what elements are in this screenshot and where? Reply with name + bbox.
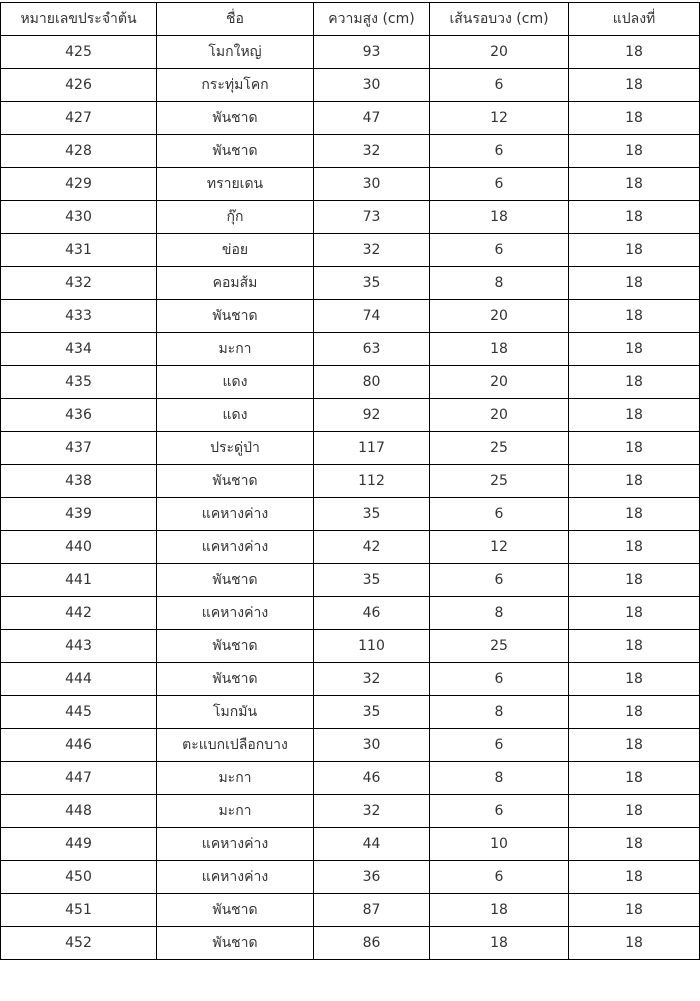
cell-circumference: 18 [430,927,569,960]
cell-plot: 18 [569,795,700,828]
cell-name: ทรายเดน [157,168,314,201]
cell-plot: 18 [569,234,700,267]
cell-tree-number: 451 [1,894,157,927]
cell-tree-number: 449 [1,828,157,861]
cell-name: โมกมัน [157,696,314,729]
header-plot: แปลงที่ [569,3,700,36]
tree-data-table [0,2,700,960]
cell-height: 46 [314,762,430,795]
cell-tree-number: 444 [1,663,157,696]
cell-plot: 18 [569,201,700,234]
cell-height: 32 [314,135,430,168]
cell-name: มะกา [157,333,314,366]
cell-plot: 18 [569,498,700,531]
cell-name: พันชาด [157,630,314,663]
cell-circumference: 25 [430,465,569,498]
cell-plot: 18 [569,663,700,696]
cell-circumference: 6 [430,663,569,696]
cell-plot: 18 [569,267,700,300]
table-row [1,69,700,102]
cell-circumference: 12 [430,531,569,564]
cell-circumference: 8 [430,762,569,795]
cell-tree-number: 452 [1,927,157,960]
cell-tree-number: 431 [1,234,157,267]
cell-height: 35 [314,696,430,729]
cell-height: 32 [314,234,430,267]
cell-height: 47 [314,102,430,135]
cell-circumference: 6 [430,135,569,168]
cell-plot: 18 [569,36,700,69]
cell-circumference: 6 [430,168,569,201]
cell-height: 35 [314,267,430,300]
cell-circumference: 8 [430,696,569,729]
cell-plot: 18 [569,69,700,102]
cell-plot: 18 [569,828,700,861]
table-row [1,927,700,960]
cell-circumference: 20 [430,300,569,333]
table-row [1,663,700,696]
cell-plot: 18 [569,630,700,663]
cell-name: ประดู่ป่า [157,432,314,465]
header-tree-number: หมายเลขประจำต้น [1,3,157,36]
cell-tree-number: 442 [1,597,157,630]
cell-plot: 18 [569,894,700,927]
cell-tree-number: 438 [1,465,157,498]
cell-tree-number: 428 [1,135,157,168]
cell-circumference: 20 [430,399,569,432]
cell-tree-number: 426 [1,69,157,102]
table-row [1,366,700,399]
cell-tree-number: 437 [1,432,157,465]
cell-height: 86 [314,927,430,960]
cell-plot: 18 [569,597,700,630]
cell-tree-number: 427 [1,102,157,135]
table-row [1,102,700,135]
cell-height: 30 [314,168,430,201]
table-row [1,630,700,663]
cell-circumference: 18 [430,894,569,927]
cell-name: พันชาด [157,102,314,135]
cell-height: 74 [314,300,430,333]
table-row [1,828,700,861]
cell-circumference: 6 [430,795,569,828]
table-header-row [1,3,700,36]
cell-circumference: 6 [430,69,569,102]
cell-height: 44 [314,828,430,861]
cell-name: คอมส้ม [157,267,314,300]
cell-tree-number: 434 [1,333,157,366]
cell-tree-number: 436 [1,399,157,432]
cell-height: 73 [314,201,430,234]
cell-plot: 18 [569,432,700,465]
cell-tree-number: 433 [1,300,157,333]
cell-name: แดง [157,399,314,432]
cell-name: แคหางค่าง [157,498,314,531]
cell-name: แคหางค่าง [157,597,314,630]
cell-name: พันชาด [157,135,314,168]
cell-name: แดง [157,366,314,399]
cell-height: 87 [314,894,430,927]
table-row [1,333,700,366]
cell-tree-number: 450 [1,861,157,894]
cell-plot: 18 [569,927,700,960]
table-row [1,168,700,201]
cell-circumference: 25 [430,630,569,663]
cell-height: 32 [314,795,430,828]
table-row [1,795,700,828]
cell-circumference: 6 [430,564,569,597]
cell-height: 32 [314,663,430,696]
cell-plot: 18 [569,531,700,564]
cell-plot: 18 [569,762,700,795]
cell-name: พันชาด [157,927,314,960]
cell-tree-number: 441 [1,564,157,597]
cell-height: 117 [314,432,430,465]
cell-height: 30 [314,729,430,762]
table-row [1,597,700,630]
cell-plot: 18 [569,135,700,168]
cell-height: 30 [314,69,430,102]
cell-circumference: 18 [430,201,569,234]
cell-circumference: 8 [430,267,569,300]
cell-name: แคหางค่าง [157,861,314,894]
cell-height: 36 [314,861,430,894]
cell-tree-number: 439 [1,498,157,531]
cell-name: พันชาด [157,663,314,696]
cell-tree-number: 446 [1,729,157,762]
table-body [1,36,700,960]
table-row [1,498,700,531]
cell-height: 92 [314,399,430,432]
cell-circumference: 6 [430,861,569,894]
cell-tree-number: 425 [1,36,157,69]
cell-tree-number: 430 [1,201,157,234]
cell-tree-number: 432 [1,267,157,300]
cell-circumference: 20 [430,366,569,399]
cell-tree-number: 448 [1,795,157,828]
cell-name: แคหางค่าง [157,531,314,564]
cell-height: 42 [314,531,430,564]
table-row [1,201,700,234]
cell-circumference: 12 [430,102,569,135]
cell-name: พันชาด [157,564,314,597]
header-circumference: เส้นรอบวง (cm) [430,3,569,36]
cell-plot: 18 [569,168,700,201]
table-row [1,861,700,894]
table-row [1,531,700,564]
cell-name: พันชาด [157,300,314,333]
table-row [1,729,700,762]
cell-plot: 18 [569,300,700,333]
cell-name: กุ๊ก [157,201,314,234]
cell-plot: 18 [569,102,700,135]
cell-height: 110 [314,630,430,663]
cell-height: 46 [314,597,430,630]
table-row [1,234,700,267]
cell-name: โมกใหญ่ [157,36,314,69]
cell-tree-number: 443 [1,630,157,663]
cell-name: พันชาด [157,465,314,498]
cell-name: ตะแบกเปลือกบาง [157,729,314,762]
header-name: ชื่อ [157,3,314,36]
cell-plot: 18 [569,465,700,498]
cell-circumference: 6 [430,234,569,267]
cell-circumference: 18 [430,333,569,366]
cell-tree-number: 429 [1,168,157,201]
cell-plot: 18 [569,366,700,399]
table-row [1,564,700,597]
cell-height: 80 [314,366,430,399]
cell-name: มะกา [157,762,314,795]
cell-height: 93 [314,36,430,69]
cell-tree-number: 445 [1,696,157,729]
cell-height: 63 [314,333,430,366]
cell-circumference: 25 [430,432,569,465]
cell-plot: 18 [569,729,700,762]
cell-plot: 18 [569,333,700,366]
cell-tree-number: 440 [1,531,157,564]
table-row [1,399,700,432]
cell-tree-number: 435 [1,366,157,399]
table-row [1,696,700,729]
cell-name: แคหางค่าง [157,828,314,861]
cell-height: 35 [314,564,430,597]
cell-name: กระทุ่มโคก [157,69,314,102]
cell-tree-number: 447 [1,762,157,795]
table-row [1,432,700,465]
table-row [1,894,700,927]
table-row [1,300,700,333]
cell-circumference: 8 [430,597,569,630]
table-row [1,267,700,300]
cell-plot: 18 [569,564,700,597]
cell-circumference: 20 [430,36,569,69]
cell-circumference: 10 [430,828,569,861]
cell-name: พันชาด [157,894,314,927]
table-row [1,465,700,498]
table-row [1,762,700,795]
cell-plot: 18 [569,861,700,894]
cell-height: 35 [314,498,430,531]
header-height: ความสูง (cm) [314,3,430,36]
cell-plot: 18 [569,696,700,729]
cell-plot: 18 [569,399,700,432]
table-row [1,135,700,168]
cell-circumference: 6 [430,729,569,762]
cell-circumference: 6 [430,498,569,531]
cell-height: 112 [314,465,430,498]
cell-name: มะกา [157,795,314,828]
cell-name: ข่อย [157,234,314,267]
table-row [1,36,700,69]
